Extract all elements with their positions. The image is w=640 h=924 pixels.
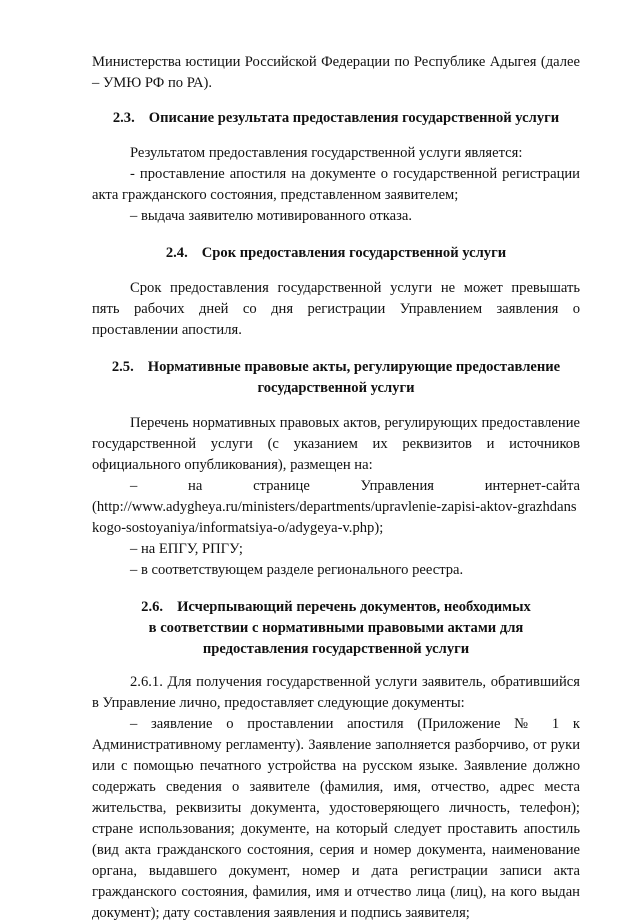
paragraph: Перечень нормативных правовых актов, регулирующих предоставление государственной услуги (с указанием их реквизитов и источников официального опубликования), размещен на: (92, 415, 580, 473)
section-title: Описание результата предоставления государственной услуги (148, 110, 560, 126)
paragraph: – в соответствующем разделе регионального реестра. (130, 562, 464, 578)
section-number: 2.5. (111, 359, 134, 375)
section-title: Исчерпывающий перечень документов, необходимых (177, 599, 531, 615)
paragraph: – выдача заявителю мотивированного отказа. (130, 208, 412, 224)
section-title: Нормативные правовые акты, регулирующие предоставление (147, 359, 561, 375)
document-page (92, 52, 580, 924)
section-title: в соответствии с нормативными правовыми актами для (148, 620, 524, 636)
section-title: государственной услуги (257, 380, 415, 396)
intro-paragraph: Министерства юстиции Российской Федерации по Республике Адыгея (далее – УМЮ РФ по РА). (92, 54, 580, 91)
section-number: 2.4. (165, 245, 188, 261)
paragraph: Срок предоставления государственной услуги не может превышать пять рабочих дней со дня регистрации Управлением заявления о проставлении апостиля. (92, 280, 580, 338)
section-number: 2.6. (141, 599, 164, 615)
link[interactable]: (http://www.adygheya.ru/ministers/departments/upravlenie-zapisi-aktov-grazhdanskogo-sostoyaniya/informatsiya-o/adygeya-v.php); (92, 499, 577, 536)
section-number: 2.3. (112, 110, 135, 126)
section-2-6-heading (92, 597, 580, 660)
paragraph: - проставление апостиля на документе о государственной регистрации акта гражданского состояния, представленном заявителем; (92, 166, 580, 203)
paragraph: – на странице Управления интернет-сайта (130, 478, 580, 494)
paragraph: – на ЕПГУ, РПГУ; (130, 541, 243, 557)
section-2-4-heading (92, 243, 580, 264)
paragraph: 2.6.1. Для получения государственной услуги заявитель, обратившийся в Управление лично, предоставляет следующие документы: (92, 674, 580, 711)
paragraph: – заявление о проставлении апостиля (Приложение № 1 к Административному регламенту). Заявление заполняется разборчиво, от руки или с помощью печатного устройства на русском языке. Заявление должно содержать сведения о заявителе (фамилия, имя, отчество, адрес места жительства, реквизиты документа, удостоверяющего личность, телефон); стране использования; документе, на который следует проставить апостиль (вид акта гражданского состояния, серия и номер документа, наименование органа, выдавшего документ, номер и дата регистрации записи акта гражданского состояния, фамилия, имя и отчество лица (лиц), на кого выдан документ); дату составления заявления и подпись заявителя; (92, 716, 580, 921)
section-title: предоставления государственной услуги (202, 641, 470, 657)
section-2-3-heading (92, 108, 580, 129)
section-2-5-heading (92, 357, 580, 399)
section-title: Срок предоставления государственной услуги (201, 245, 507, 261)
paragraph: Результатом предоставления государственной услуги является: (130, 145, 523, 161)
